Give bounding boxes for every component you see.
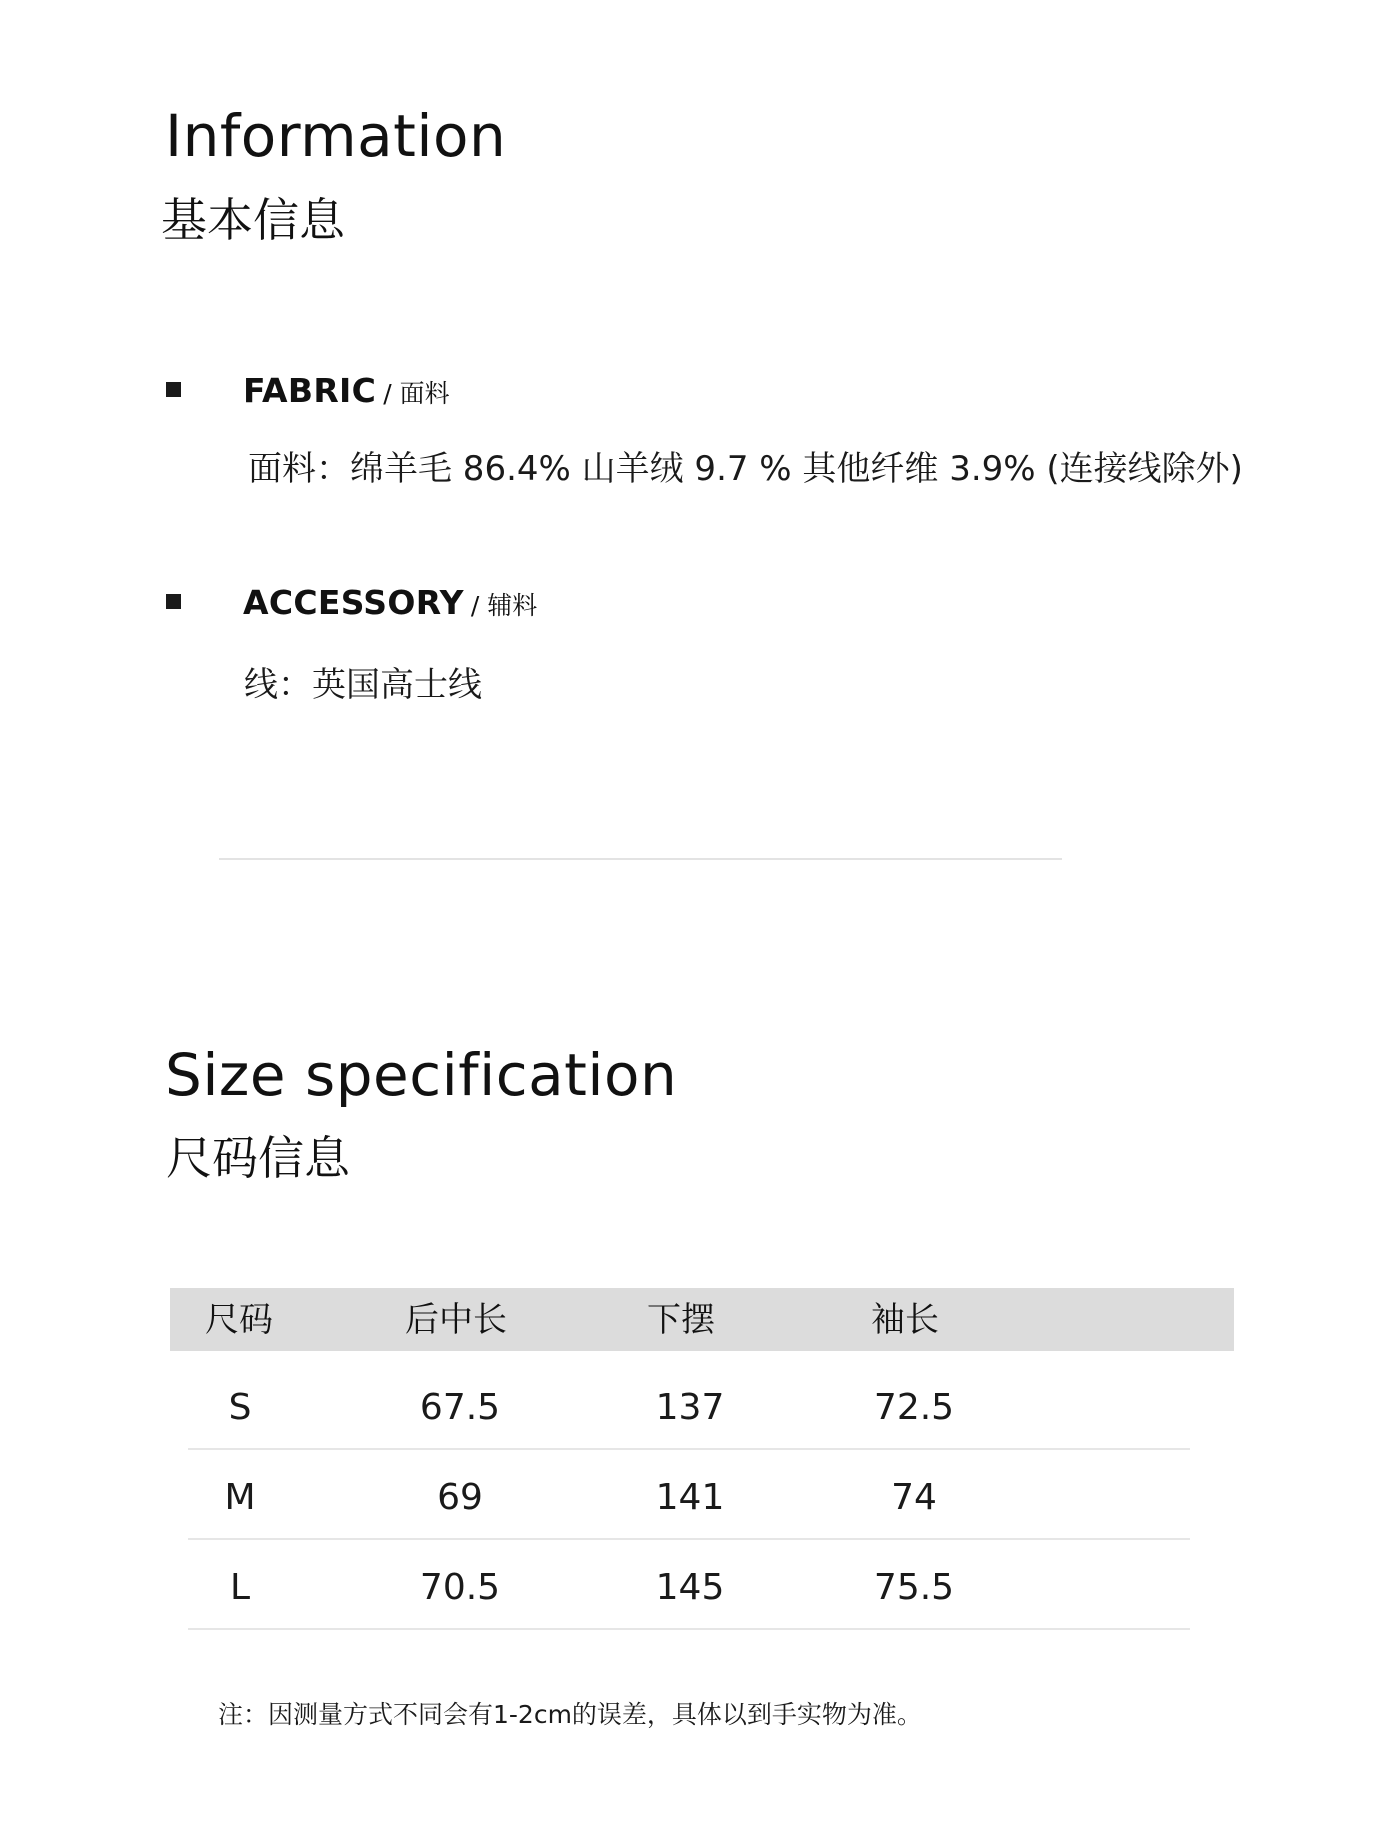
cell-size: M [224, 1477, 256, 1518]
cell-size: S [228, 1387, 252, 1428]
row-divider [188, 1538, 1190, 1540]
cell-sleeve-length: 74 [891, 1477, 937, 1518]
info-title-en: Information [165, 102, 507, 170]
cell-back-length: 69 [437, 1477, 483, 1518]
fabric-text: 面料：绵羊毛 86.4% 山羊绒 9.7 % 其他纤维 3.9% (连接线除外) [248, 449, 1243, 489]
info-title-zh: 基本信息 [161, 193, 345, 247]
cell-size: L [229, 1567, 251, 1608]
header-cell-size: 尺码 [205, 1300, 273, 1340]
fabric-bullet-icon [166, 382, 181, 397]
fabric-label-zh: / 面料 [383, 379, 450, 408]
cell-sleeve-length: 72.5 [873, 1387, 955, 1428]
accessory-label-en: ACCESSORY [243, 583, 464, 622]
row-divider [188, 1448, 1190, 1450]
accessory-bullet-icon [166, 594, 181, 609]
accessory-text: 线：英国高士线 [244, 665, 482, 705]
size-title-zh: 尺码信息 [166, 1131, 350, 1185]
row-divider [188, 1628, 1190, 1630]
size-title-en: Size specification [165, 1041, 678, 1109]
cell-back-length: 67.5 [419, 1387, 501, 1428]
section-divider [219, 858, 1062, 860]
cell-back-length: 70.5 [419, 1567, 501, 1608]
cell-hem: 137 [655, 1387, 725, 1428]
header-cell-sleeve-length: 袖长 [871, 1300, 939, 1340]
accessory-heading [243, 583, 538, 622]
cell-hem: 141 [655, 1477, 725, 1518]
measurement-note: 注：因测量方式不同会有1-2cm的误差，具体以到手实物为准。 [218, 1700, 922, 1729]
fabric-heading [243, 371, 450, 410]
header-cell-back-length: 后中长 [405, 1300, 507, 1340]
accessory-label-zh: / 辅料 [470, 591, 538, 620]
cell-sleeve-length: 75.5 [873, 1567, 955, 1608]
header-cell-hem: 下摆 [647, 1300, 715, 1340]
cell-hem: 145 [655, 1567, 725, 1608]
fabric-label-en: FABRIC [243, 371, 377, 410]
